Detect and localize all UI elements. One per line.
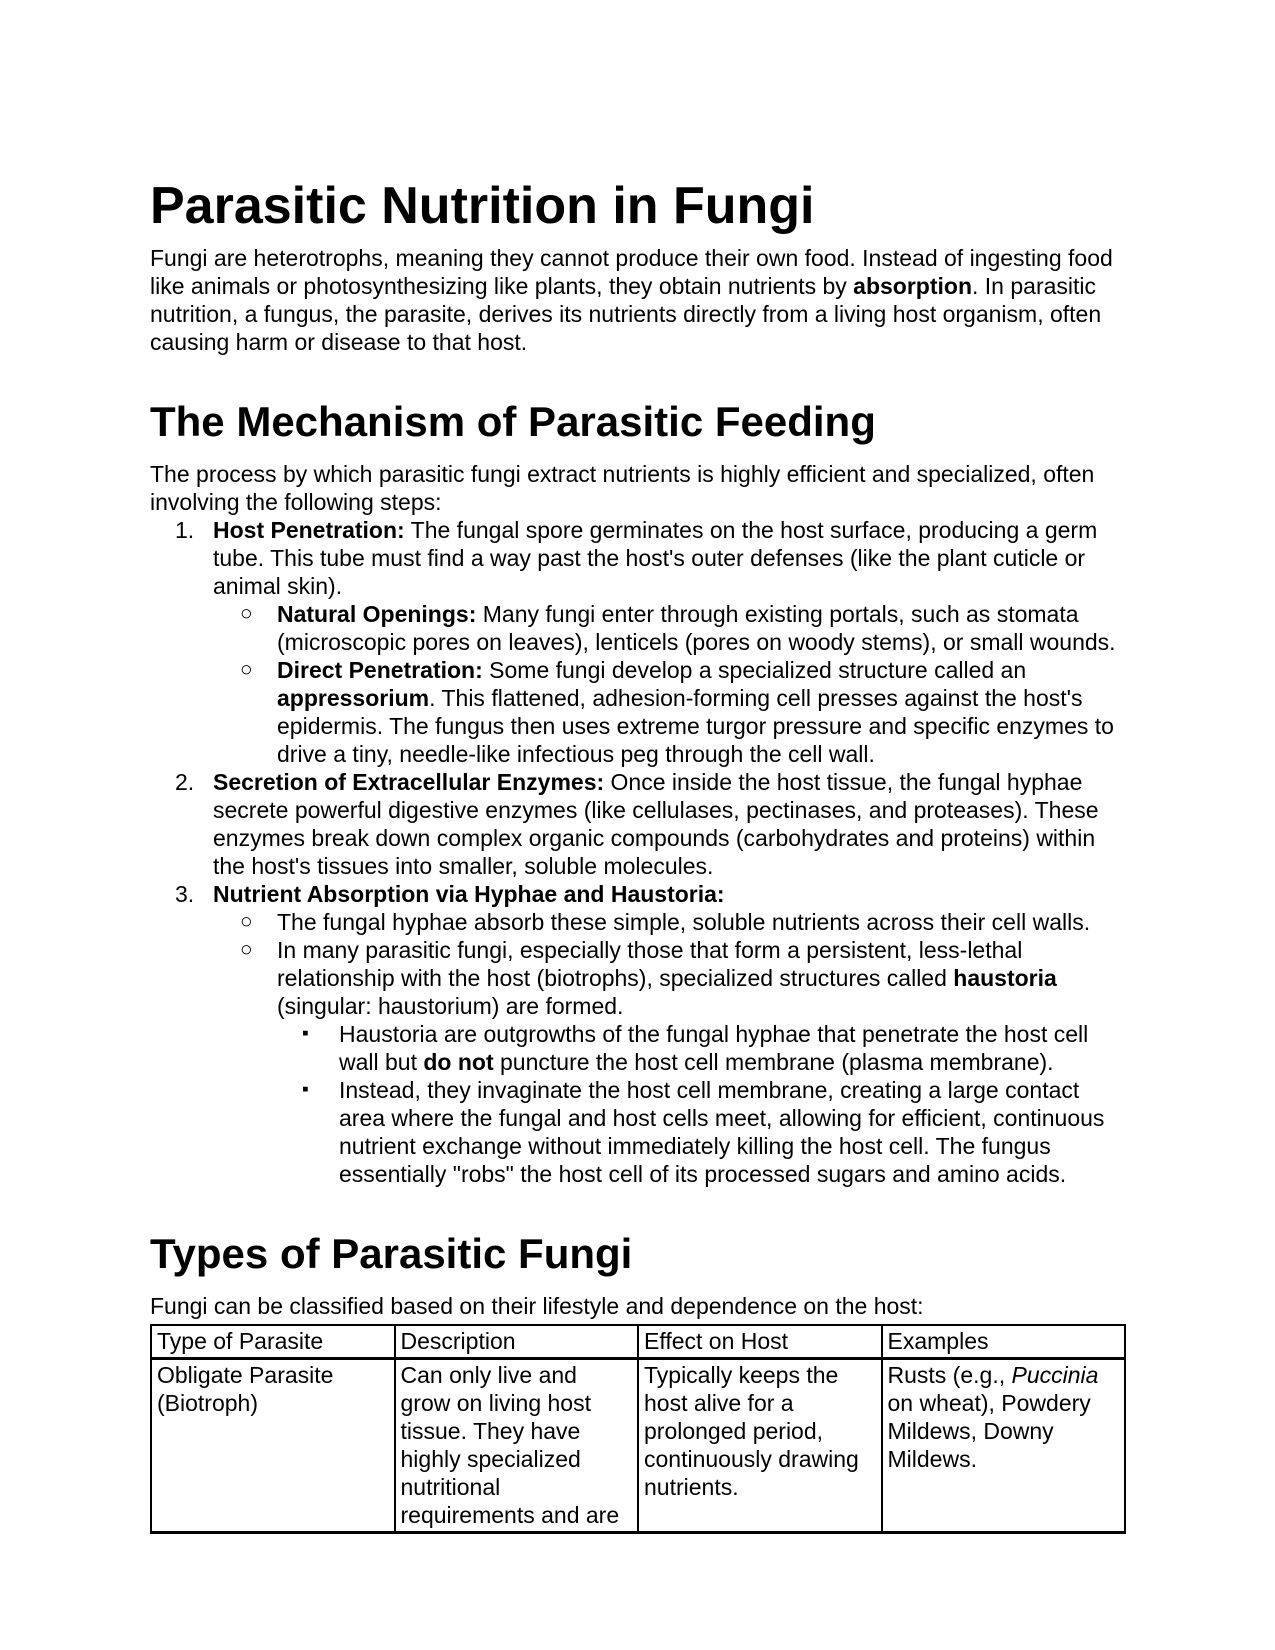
intro-bold-absorption: absorption: [853, 273, 973, 299]
types-lead-paragraph: Fungi can be classified based on their lifestyle and dependence on the host:: [150, 1293, 924, 1319]
enzyme-secretion-label: Secretion of Extracellular Enzymes:: [213, 769, 605, 795]
list-item-haustoria-formed-text: [277, 936, 1125, 1020]
header-type-of-parasite: Type of Parasite: [151, 1325, 395, 1359]
list-item-haustoria-formed: [150, 936, 1125, 1020]
table-row-obligate-parasite: [151, 1359, 1125, 1533]
list-item-host-penetration: [150, 516, 1125, 600]
nutrient-absorption-label: Nutrient Absorption via Hyphae and Haustoria:: [213, 881, 725, 907]
list-number-3: 3.: [175, 881, 195, 907]
list-number-1: 1.: [175, 517, 195, 543]
list-item-hyphae-absorb-text: [277, 908, 1125, 936]
examples-run-1: Rusts (e.g.,: [887, 1362, 1012, 1388]
list-item-invaginate-text: [339, 1076, 1125, 1188]
parasite-types-table: [150, 1324, 1126, 1534]
intro-run-1: Fungi are heterotrophs, meaning they cannot produce their own food. Instead of ingesting food like animals or photosynthesizing like plants, they obtain nutrients by: [150, 245, 1113, 299]
heading-types: Types of Parasitic Fungi: [150, 1230, 633, 1277]
host-penetration-label: Host Penetration:: [213, 517, 405, 543]
header-description: Description: [395, 1325, 639, 1359]
haustoria-bold: haustoria: [953, 965, 1057, 991]
invaginate-body: Instead, they invaginate the host cell membrane, creating a large contact area where the fungal and host cells meet, allowing for efficient, continuous nutrient exchange without immediately killing the host cell. The fungus essentially "robs" the host cell of its processed sugars and amino acids.: [339, 1077, 1105, 1187]
circle-bullet-icon: ○: [240, 938, 253, 961]
list-item-natural-openings: [150, 600, 1125, 656]
list-item-direct-penetration-text: [277, 656, 1125, 768]
list-item-haustoria-outgrowths: [150, 1020, 1125, 1076]
header-effect-on-host: Effect on Host: [638, 1325, 882, 1359]
intro-paragraph: [150, 244, 1125, 356]
list-item-direct-penetration: [150, 656, 1125, 768]
direct-penetration-label: Direct Penetration:: [277, 657, 483, 683]
list-item-hyphae-absorb: [150, 908, 1125, 936]
header-examples: Examples: [882, 1325, 1126, 1359]
hyphae-absorb-body: The fungal hyphae absorb these simple, soluble nutrients across their cell walls.: [277, 909, 1091, 935]
enzyme-secretion-body: Once inside the host tissue, the fungal hyphae secrete powerful digestive enzymes (like cellulases, pectinases, and proteases). These enzymes break down complex organic compounds (carbohydrates and proteins) within the host's tissues into smaller, soluble molecules.: [213, 769, 1099, 879]
list-item-nutrient-absorption: [150, 880, 1125, 908]
natural-openings-label: Natural Openings:: [277, 601, 477, 627]
heading-mechanism: The Mechanism of Parasitic Feeding: [150, 398, 876, 445]
natural-openings-body: Many fungi enter through existing portals, such as stomata (microscopic pores on leaves), lenticels (pores on woody stems), or small wounds.: [277, 601, 1116, 655]
intro-run-3: . In parasitic nutrition, a fungus, the parasite, derives its nutrients directly from a living host organism, often causing harm or disease to that host.: [150, 273, 1102, 355]
appressorium-bold: appressorium: [277, 685, 430, 711]
circle-bullet-icon: ○: [240, 602, 253, 625]
square-bullet-icon: ▪: [302, 1079, 309, 1100]
cell-parasite-type: Obligate Parasite (Biotroph): [151, 1359, 395, 1533]
list-item-enzyme-secretion-text: [213, 768, 1125, 880]
list-number-2: 2.: [175, 769, 195, 795]
list-item-invaginate: [150, 1076, 1125, 1188]
cell-examples: [882, 1359, 1126, 1533]
doc-title: Parasitic Nutrition in Fungi: [150, 177, 815, 235]
haustoria-body-2: (singular: haustorium) are formed.: [277, 993, 624, 1019]
outgrowths-body-1: Haustoria are outgrowths of the fungal hyphae that penetrate the host cell wall but: [339, 1021, 1089, 1075]
outgrowths-body-2: puncture the host cell membrane (plasma membrane).: [493, 1049, 1054, 1075]
square-bullet-icon: ▪: [302, 1023, 309, 1044]
puccinia-italic: Puccinia: [1011, 1362, 1099, 1388]
do-not-bold: do not: [423, 1049, 494, 1075]
list-item-nutrient-absorption-text: [213, 880, 1125, 908]
mechanism-lead-paragraph: The process by which parasitic fungi extract nutrients is highly efficient and specialized, often involving the following steps:: [150, 461, 1095, 515]
examples-run-3: on wheat), Powdery Mildews, Downy Mildews.: [887, 1390, 1091, 1472]
table-header-row: [151, 1325, 1125, 1359]
list-item-haustoria-outgrowths-text: [339, 1020, 1125, 1076]
haustoria-body-1: In many parasitic fungi, especially those that form a persistent, less-lethal relationship with the host (biotrophs), specialized structures called: [277, 937, 1023, 991]
list-item-natural-openings-text: [277, 600, 1125, 656]
host-penetration-body: The fungal spore germinates on the host surface, producing a germ tube. This tube must find a way past the host's outer defenses (like the plant cuticle or animal skin).: [213, 517, 1098, 599]
circle-bullet-icon: ○: [240, 658, 253, 681]
circle-bullet-icon: ○: [240, 910, 253, 933]
direct-penetration-body-2: . This flattened, adhesion-forming cell presses against the host's epidermis. The fungus then uses extreme turgor pressure and specific enzymes to drive a tiny, needle-like infectious peg through the cell wall.: [277, 685, 1114, 767]
cell-effect: Typically keeps the host alive for a prolonged period, continuously drawing nutrients.: [638, 1359, 882, 1533]
list-item-enzyme-secretion: [150, 768, 1125, 880]
direct-penetration-body-1: Some fungi develop a specialized structure called an: [482, 657, 1027, 683]
list-item-host-penetration-text: [213, 516, 1125, 600]
cell-description: Can only live and grow on living host tissue. They have highly specialized nutritional requirements and are: [395, 1359, 639, 1533]
